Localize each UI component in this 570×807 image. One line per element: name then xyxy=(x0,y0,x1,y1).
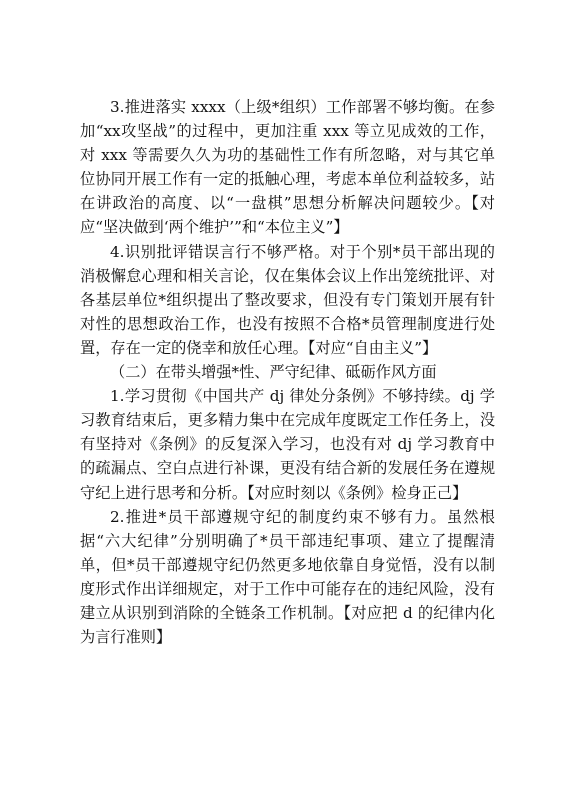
section-heading: （二）在带头增强*性、严守纪律、砥砺作风方面 xyxy=(110,363,437,382)
paragraph-item-1: 1.学习贯彻《中国共产 dj 律处分条例》不够持续。dj 学习教育结束后，更多精力集中在完成年度既定工作任务上，没有坚持对《条例》的反复深入学习，也没有对 dj 学习教育中的疏漏点、空白点进行补课，更没有结合新的发展任务在遵规守纪上进行思考和分析。【对应时刻以《条例》检身正己】 xyxy=(80,387,495,502)
paragraph-item-4: 4.识别批评错误言行不够严格。对于个别*员干部出现的消极懈怠心理和相关言论，仅在集体会议上作出笼统批评、对各基层单位*组织提出了整改要求，但没有专门策划开展有针对性的思想政治工作，也没有按照不合格*员管理制度进行处置，存在一定的侥幸和放任心理。【对应“自由主义”】 xyxy=(80,242,495,357)
paragraph-item-3: 3.推进落实 xxxx（上级*组织）工作部署不够均衡。在参加“xx攻坚战”的过程中，更加注重 xxx 等立见成效的工作，对 xxx 等需要久久为功的基础性工作有所忽略，对与其它单位协同开展工作有一定的抵触心理，考虑本单位利益较多，站在讲政治的高度、以“一盘棋”思想分析解决问题较少。【对应“坚决做到‘两个维护’”和“本位主义”】 xyxy=(80,98,495,237)
paragraph-item-2: 2.推进*员干部遵规守纪的制度约束不够有力。虽然根据“六大纪律”分别明确了*员干部违纪事项、建立了提醒清单，但*员干部遵规守纪仍然更多地依靠自身觉悟，没有以制度形式作出详细规定，对于工作中可能存在的违纪风险，没有建立从识别到消除的全链条工作机制。【对应把 d 的纪律内化为言行准则】 xyxy=(80,507,495,647)
document-body xyxy=(80,95,495,649)
